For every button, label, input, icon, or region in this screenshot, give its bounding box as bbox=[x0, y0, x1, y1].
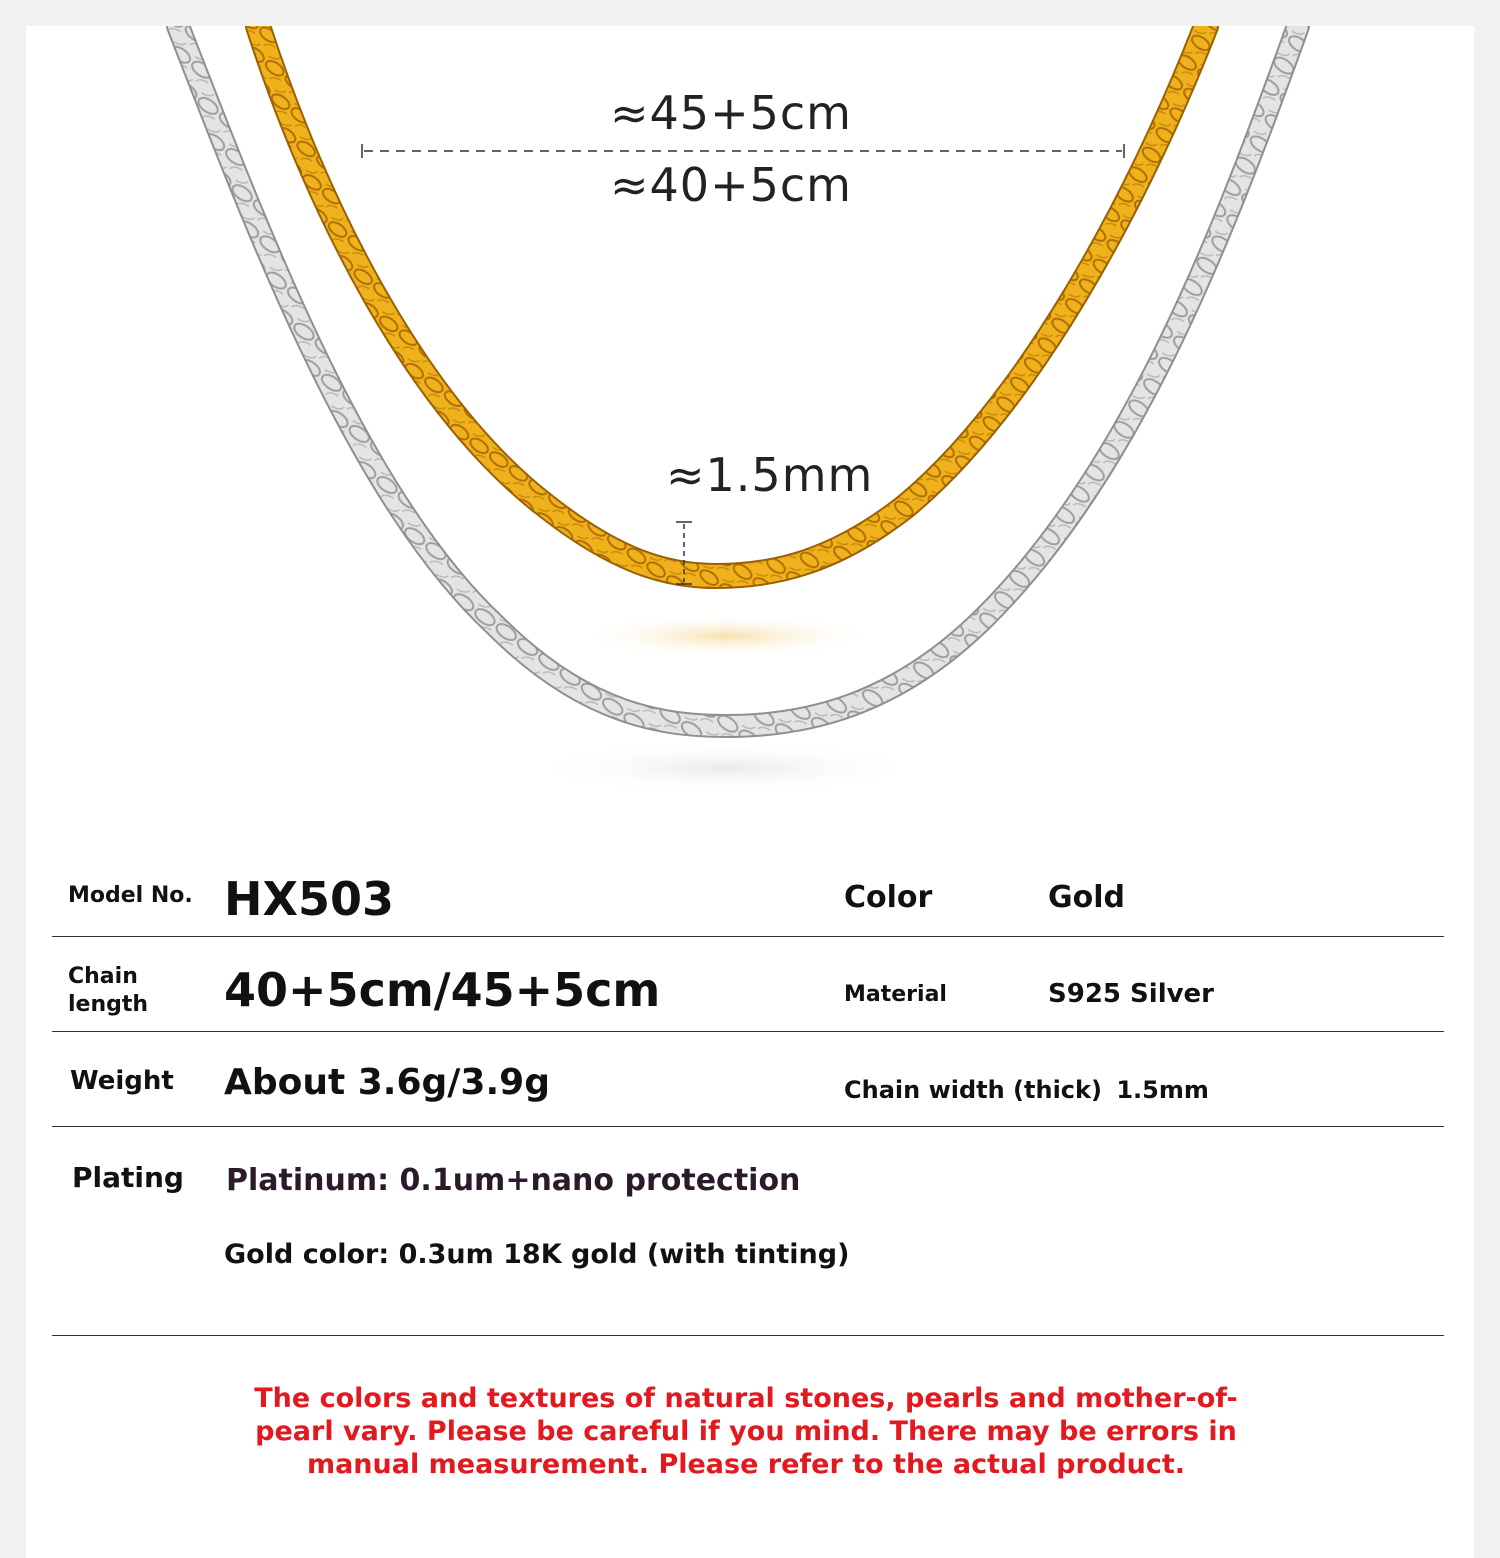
chain-length-label-line2: length bbox=[68, 992, 149, 1017]
color-value: Gold bbox=[1048, 880, 1125, 915]
outer-length-label: ≈45+5cm bbox=[610, 86, 852, 140]
chain-width-spec-label bbox=[844, 1076, 1209, 1104]
gold-chain-reflection bbox=[576, 614, 876, 658]
spec-row-plating bbox=[52, 1127, 1444, 1336]
necklace-illustration bbox=[26, 26, 1474, 826]
material-value: S925 Silver bbox=[1048, 979, 1215, 1009]
model-value: HX503 bbox=[224, 872, 394, 926]
spec-row-chain-length bbox=[52, 937, 1444, 1032]
spec-row-model bbox=[52, 852, 1444, 937]
weight-value: About 3.6g/3.9g bbox=[224, 1062, 550, 1103]
plating-label: Plating bbox=[72, 1161, 184, 1194]
length-dimension-line bbox=[362, 144, 1124, 158]
plating-value-gold: Gold color: 0.3um 18K gold (with tinting) bbox=[224, 1239, 850, 1270]
plating-value-platinum: Platinum: 0.1um+nano protection bbox=[226, 1163, 801, 1198]
model-label: Model No. bbox=[68, 883, 193, 908]
chain-width-label: ≈1.5mm bbox=[666, 448, 874, 502]
color-label: Color bbox=[844, 880, 933, 915]
weight-label: Weight bbox=[70, 1066, 174, 1096]
spec-row-weight bbox=[52, 1032, 1444, 1127]
product-detail-sheet bbox=[26, 26, 1474, 1558]
disclaimer-notice: The colors and textures of natural stones, pearls and mother-of-pearl vary. Please be careful if you mind. There may be errors in manual measurement. Please refer to the actual product. bbox=[254, 1383, 1238, 1480]
chain-length-value: 40+5cm/45+5cm bbox=[224, 963, 661, 1017]
chain-width-value: 1.5mm bbox=[1116, 1076, 1209, 1104]
silver-chain-reflection bbox=[526, 742, 926, 794]
inner-length-label: ≈40+5cm bbox=[610, 158, 852, 212]
material-label: Material bbox=[844, 982, 947, 1007]
chain-length-label-line1: Chain bbox=[68, 964, 138, 989]
necklace-hero-image bbox=[26, 26, 1474, 826]
chain-width-label-text: Chain width (thick) bbox=[844, 1076, 1102, 1104]
